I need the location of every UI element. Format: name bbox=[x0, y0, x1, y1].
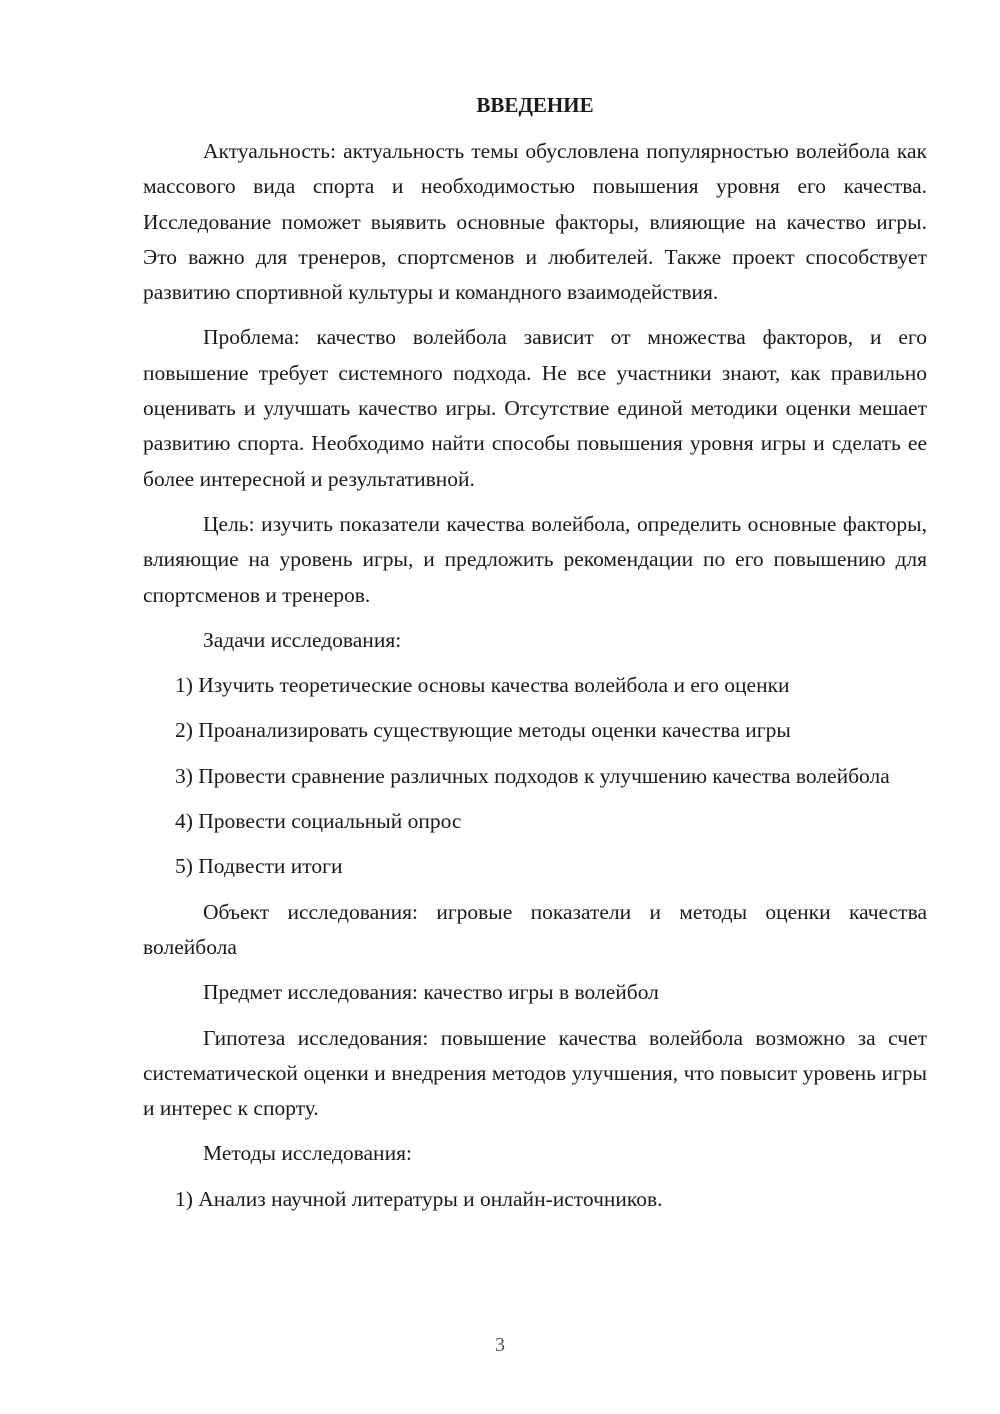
object-paragraph: Объект исследования: игровые показатели и методы оценки качества волейбола bbox=[143, 899, 927, 959]
relevance-paragraph: Актуальность: актуальность темы обусловлена популярностью волейбола как массового вида спорта и необходимостью повышения уровня его качества. Исследование поможет выявить основные факторы, влияющие на качество игры. Это важно для тренеров, спортсменов и любителей. Также проект способствует развитию спортивной культуры и командного взаимодействия. bbox=[143, 139, 927, 305]
goal-paragraph: Цель: изучить показатели качества волейбола, определить основные факторы, влияющие на уровень игры, и предложить рекомендации по его повышению для спортсменов и тренеров. bbox=[143, 511, 927, 607]
page-title: ВВЕДЕНИЕ bbox=[476, 93, 594, 117]
task-item-4: 4) Провести социальный опрос bbox=[175, 809, 462, 834]
task-item-2: 2) Проанализировать существующие методы оценки качества игры bbox=[175, 718, 791, 743]
task-item-3: 3) Провести сравнение различных подходов к улучшению качества волейбола bbox=[175, 763, 890, 788]
method-item-1: 1) Анализ научной литературы и онлайн-источников. bbox=[175, 1186, 663, 1211]
hypothesis-paragraph: Гипотеза исследования: повышение качества волейбола возможно за счет систематической оценки и внедрения методов улучшения, что повысит уровень игры и интерес к спорту. bbox=[143, 1025, 927, 1121]
tasks-heading: Задачи исследования: bbox=[203, 627, 402, 652]
subject-paragraph: Предмет исследования: качество игры в волейбол bbox=[203, 980, 659, 1005]
task-item-5: 5) Подвести итоги bbox=[175, 854, 343, 879]
document-page bbox=[143, 92, 927, 1227]
problem-paragraph: Проблема: качество волейбола зависит от множества факторов, и его повышение требует системного подхода. Не все участники знают, как правильно оценивать и улучшать качество игры. Отсутствие единой методики оценки мешает развитию спорта. Необходимо найти способы повышения уровня игры и сделать ее более интересной и результативной. bbox=[143, 325, 927, 491]
task-item-1: 1) Изучить теоретические основы качества волейбола и его оценки bbox=[175, 673, 790, 698]
methods-heading: Методы исследования: bbox=[203, 1141, 412, 1166]
page-number: 3 bbox=[495, 1334, 505, 1356]
